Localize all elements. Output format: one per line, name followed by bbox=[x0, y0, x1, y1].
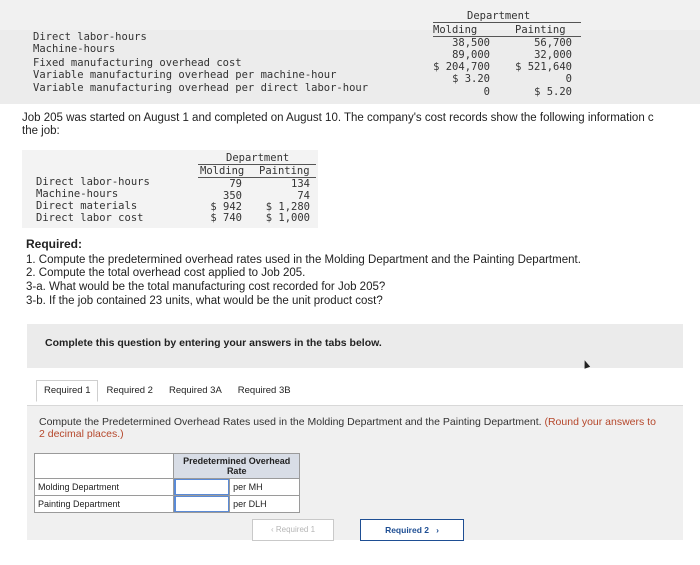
top-row-molding-value: $ 204,700 bbox=[433, 61, 490, 73]
top-row-label: Variable manufacturing overhead per direct labor-hour bbox=[33, 82, 369, 94]
prev-button[interactable] bbox=[252, 519, 334, 541]
tab-required-3b[interactable]: Required 3B bbox=[230, 380, 299, 402]
answer-table bbox=[34, 453, 300, 513]
table-row bbox=[35, 479, 300, 496]
top-row-painting-value: $ 5.20 bbox=[534, 86, 572, 98]
intro-text-line1: Job 205 was started on August 1 and completed on August 10. The company's cost records show the following information c bbox=[22, 112, 654, 124]
next-button[interactable] bbox=[360, 519, 464, 541]
answer-table-header bbox=[174, 454, 300, 479]
top-row-molding-value: 89,000 bbox=[452, 49, 490, 61]
next-button-label: Required 2 bbox=[385, 525, 429, 535]
top-row-painting-value: $ 521,640 bbox=[515, 61, 572, 73]
job-row-painting-value: $ 1,280 bbox=[265, 201, 310, 213]
top-row-painting-value: 32,000 bbox=[534, 49, 572, 61]
job-row-label: Machine-hours bbox=[36, 188, 119, 200]
top-row-molding-value: 0 bbox=[483, 86, 490, 98]
prev-button-label: Required 1 bbox=[275, 525, 316, 534]
top-row-painting-value: 56,700 bbox=[534, 37, 572, 49]
answer-header-line1: Predetermined Overhead bbox=[183, 456, 291, 466]
molding-rate-cell bbox=[174, 479, 230, 496]
job-row-molding-value: $ 942 bbox=[210, 201, 242, 213]
job-row-label: Direct labor cost bbox=[36, 212, 144, 224]
answer-row-unit: per DLH bbox=[230, 496, 300, 513]
top-row-painting-value: 0 bbox=[565, 73, 572, 85]
answer-row-unit: per MH bbox=[230, 479, 300, 496]
required-item: 3-b. If the job contained 23 units, what would be the unit product cost? bbox=[26, 295, 383, 307]
top-row-label: Variable manufacturing overhead per machine-hour bbox=[33, 69, 337, 81]
top-row-molding-value: $ 3.20 bbox=[452, 73, 490, 85]
painting-rate-cell bbox=[174, 496, 230, 513]
instructions-banner-text: Complete this question by entering your answers in the tabs below. bbox=[45, 337, 382, 349]
required-title: Required: bbox=[26, 237, 83, 251]
top-table-header-rule bbox=[433, 22, 581, 23]
tab-required-2[interactable]: Required 2 bbox=[98, 380, 160, 402]
job-row-painting-value: 134 bbox=[291, 178, 310, 190]
chevron-left-icon: ‹ bbox=[270, 525, 274, 534]
top-row-molding-value: 38,500 bbox=[452, 37, 490, 49]
job-table-department-header: Department bbox=[226, 152, 290, 164]
job-row-molding-value: $ 740 bbox=[210, 212, 242, 224]
job-row-molding-value: 350 bbox=[223, 190, 242, 202]
answer-header-line2: Rate bbox=[226, 466, 247, 476]
job-row-painting-value: 74 bbox=[297, 190, 310, 202]
required-item: 2. Compute the total overhead cost applied to Job 205. bbox=[26, 267, 306, 279]
job-row-label: Direct labor-hours bbox=[36, 176, 150, 188]
job-table-col-molding: Molding bbox=[200, 165, 245, 177]
intro-text-line2: the job: bbox=[22, 125, 60, 137]
top-table-department-header: Department bbox=[467, 10, 531, 22]
panel-instruction-text: Compute the Predetermined Overhead Rates used in the Molding Department and the Painting Department. bbox=[39, 416, 542, 428]
chevron-right-icon: › bbox=[431, 525, 439, 535]
top-row-label: Fixed manufacturing overhead cost bbox=[33, 57, 242, 69]
answer-row-label: Molding Department bbox=[35, 479, 174, 496]
tab-required-3a[interactable]: Required 3A bbox=[161, 380, 230, 402]
painting-rate-input[interactable] bbox=[174, 496, 229, 512]
top-table-col-molding: Molding bbox=[433, 24, 478, 36]
required-item: 3-a. What would be the total manufacturing cost recorded for Job 205? bbox=[26, 281, 386, 293]
table-row bbox=[35, 496, 300, 513]
panel-instruction-hint: (Round your answers to 2 decimal places.) bbox=[39, 416, 656, 440]
answer-row-label: Painting Department bbox=[35, 496, 174, 513]
top-table-col-painting: Painting bbox=[515, 24, 566, 36]
answer-tabs bbox=[36, 380, 299, 402]
top-row-label: Direct labor-hours bbox=[33, 31, 147, 43]
molding-rate-input[interactable] bbox=[174, 479, 229, 495]
job-row-label: Direct materials bbox=[36, 200, 138, 212]
answer-table-corner bbox=[35, 454, 174, 479]
top-row-label: Machine-hours bbox=[33, 43, 116, 55]
required-item: 1. Compute the predetermined overhead rates used in the Molding Department and the Painting Department. bbox=[26, 254, 581, 266]
job-row-painting-value: $ 1,000 bbox=[265, 212, 310, 224]
tab-required-1[interactable]: Required 1 bbox=[36, 380, 98, 402]
job-table-col-painting: Painting bbox=[259, 165, 310, 177]
panel-instruction bbox=[39, 416, 664, 440]
job-row-molding-value: 79 bbox=[229, 178, 242, 190]
